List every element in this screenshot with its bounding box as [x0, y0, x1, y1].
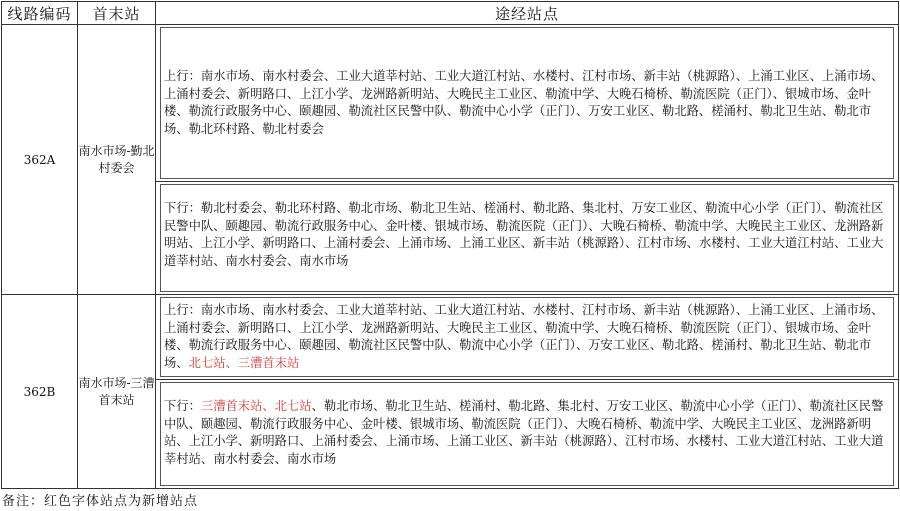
up-stops	[160, 27, 894, 179]
route-terminals: 南水市场-三漕首末站	[78, 295, 156, 489]
up-stops-cell	[156, 295, 899, 380]
up-stops-cell	[156, 25, 899, 182]
up-stop-list: 南水市场、南水村委会、工业大道莘村站、工业大道江村站、水楼村、江村市场、新丰站（桃源路）、上涌工业区、上涌市场、上涌村委会、新明路口、上江小学、龙洲路新明站、大晚民主工业区、勒流中学、大晚石椅桥、勒流医院（正门）、银城市场、金叶楼、勒流行政服务中心、颐趣园、勒流社区民警中队、勒流中心小学（正门）、万安工业区、勒北路、槎涌村、勒北卫生站、勒北市场、勒北环村路、勒北村委会	[164, 69, 884, 136]
new-stations: 北七站、三漕首末站	[188, 355, 300, 370]
up-stop-list: 南水市场、南水村委会、工业大道莘村站、工业大道江村站、水楼村、江村市场、新丰站（桃源路）、上涌工业区、上涌市场、上涌村委会、新明路口、上江小学、龙洲路新明站、大晚民主工业区、勒流中学、大晚石椅桥、勒流医院（正门）、银城市场、金叶楼、勒流行政服务中心、颐趣园、勒流社区民警中队、勒流中心小学（正门）、万安工业区、勒北路、槎涌村、勒北卫生站、勒北市场、	[164, 303, 884, 370]
header-stops: 途经站点	[156, 2, 899, 25]
route-table	[1, 1, 899, 489]
header-code: 线路编码	[2, 2, 78, 25]
down-stops-cell	[156, 380, 899, 489]
down-stops	[160, 184, 894, 292]
new-stations: 三漕首末站、北七站	[200, 399, 312, 413]
down-stop-list: 、勒北市场、勒北卫生站、槎涌村、勒北路、集北村、万安工业区、勒流中心小学（正门）、勒流社区民警中队、颐趣园、勒流行政服务中心、金叶楼、银城市场、勒流医院（正门）、大晚石椅桥、勒流中学、大晚民主工业区、龙洲路新明站、上江小学、新明路口、上涌村委会、上涌市场、上涌工业区、新丰站（桃源路）、江村市场、水楼村、工业大道江村站、工业大道莘村站、南水村委会、南水市场	[164, 399, 884, 466]
header-terminals: 首末站	[78, 2, 156, 25]
down-stop-list: 勒北村委会、勒北环村路、勒北市场、勒北卫生站、槎涌村、勒北路、集北村、万安工业区、勒流中心小学（正门）、勒流社区民警中队、颐趣园、勒流行政服务中心、金叶楼、银城市场、勒流医院（正门）、大晚石椅桥、勒流中学、大晚民主工业区、龙洲路新明站、上江小学、新明路口、上涌村委会、上涌市场、上涌工业区、新丰站（桃源路）、江村市场、水楼村、工业大道江村站、工业大道莘村站、南水村委会、南水市场	[164, 201, 884, 268]
down-label: 下行：	[164, 399, 201, 413]
route-code: 362A	[2, 25, 78, 295]
table-row	[2, 25, 899, 182]
table-row	[2, 295, 899, 380]
route-code: 362B	[2, 295, 78, 489]
route-terminals: 南水市场-勤北村委会	[78, 25, 156, 295]
up-stops	[160, 297, 894, 377]
header-row	[2, 2, 899, 25]
down-label: 下行：	[164, 201, 201, 215]
up-label: 上行：	[164, 303, 201, 317]
down-stops-cell	[156, 182, 899, 295]
down-stops	[160, 382, 894, 486]
up-label: 上行：	[164, 69, 201, 83]
footnote: 备注：红色字体站点为新增站点	[2, 494, 199, 509]
